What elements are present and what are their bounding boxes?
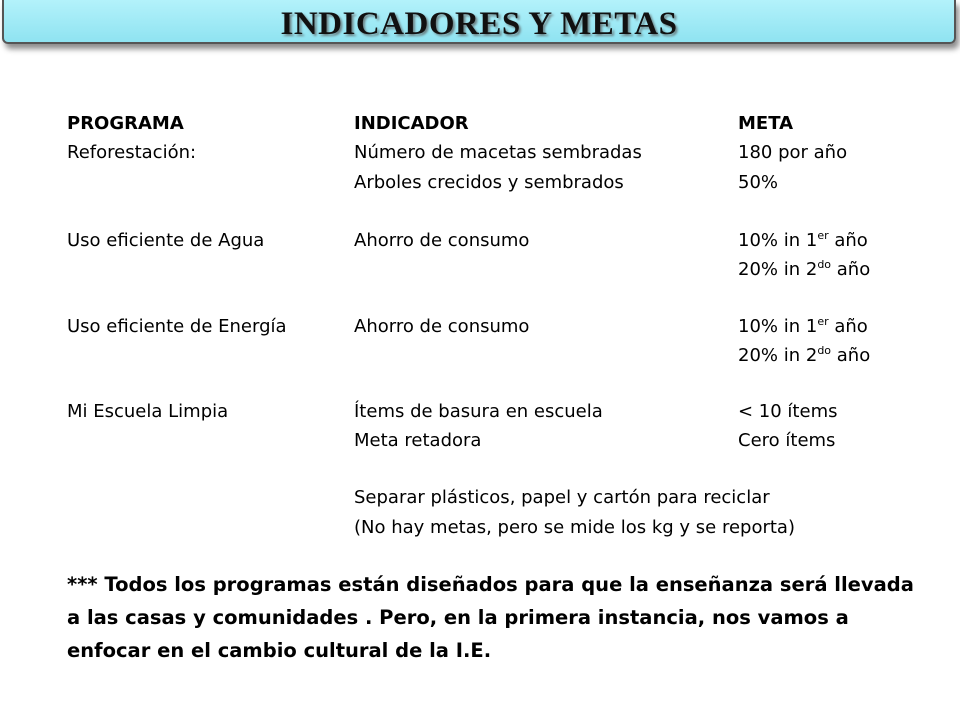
table-row (0, 342, 960, 370)
table-row (0, 227, 960, 255)
programa-cell: Uso eficiente de Energía (67, 316, 287, 337)
table-row (0, 398, 960, 426)
meta-cell (738, 256, 870, 284)
meta-unit: año (828, 230, 868, 251)
meta-cell (738, 342, 870, 370)
meta-cell: 50% (738, 172, 779, 193)
meta-value: 10% in 1 (738, 316, 818, 337)
meta-value: 20% in 2 (738, 345, 818, 366)
indicador-cell: Ahorro de consumo (354, 316, 530, 337)
meta-cell: < 10 ítems (738, 401, 838, 422)
table-row (0, 139, 960, 167)
table-row (0, 427, 960, 455)
meta-unit: año (828, 316, 868, 337)
meta-value: 20% in 2 (738, 259, 818, 280)
header-meta: META (738, 113, 794, 134)
meta-unit: año (831, 259, 871, 280)
meta-ordinal: er (817, 315, 829, 328)
closing-note: *** Todos los programas están diseñados para que la enseñanza será llevada a las casas y comunidades . Pero, en la primera instancia, nos vamos a enfocar en el cambio cultural de la I.E. (67, 573, 914, 662)
meta-cell: Cero ítems (738, 430, 836, 451)
table-header (0, 110, 960, 138)
indicador-cell: Ítems de basura en escuela (354, 401, 603, 422)
recycling-text: Separar plásticos, papel y cartón para reciclar (354, 487, 770, 508)
meta-ordinal: er (817, 229, 829, 242)
programa-cell: Reforestación: (67, 142, 197, 163)
table-row (0, 169, 960, 197)
meta-value: 10% in 1 (738, 230, 818, 251)
meta-ordinal: do (817, 258, 832, 271)
indicador-cell: Meta retadora (354, 430, 482, 451)
indicador-cell: Número de macetas sembradas (354, 142, 642, 163)
table-row (0, 313, 960, 341)
indicador-cell: Ahorro de consumo (354, 230, 530, 251)
meta-unit: año (831, 345, 871, 366)
recycling-line (0, 514, 960, 542)
programa-cell: Mi Escuela Limpia (67, 401, 229, 422)
recycling-line (0, 484, 960, 512)
meta-cell: 180 por año (738, 142, 848, 163)
programa-cell: Uso eficiente de Agua (67, 230, 265, 251)
meta-cell (738, 227, 868, 255)
meta-cell (738, 313, 868, 341)
title-banner (2, 0, 956, 44)
recycling-note: (No hay metas, pero se mide los kg y se reporta) (354, 517, 795, 538)
table-row (0, 256, 960, 284)
header-programa: PROGRAMA (67, 113, 184, 134)
meta-ordinal: do (817, 344, 832, 357)
header-indicador: INDICADOR (354, 113, 469, 134)
indicador-cell: Arboles crecidos y sembrados (354, 172, 624, 193)
page-title: INDICADORES Y METAS (280, 6, 678, 42)
